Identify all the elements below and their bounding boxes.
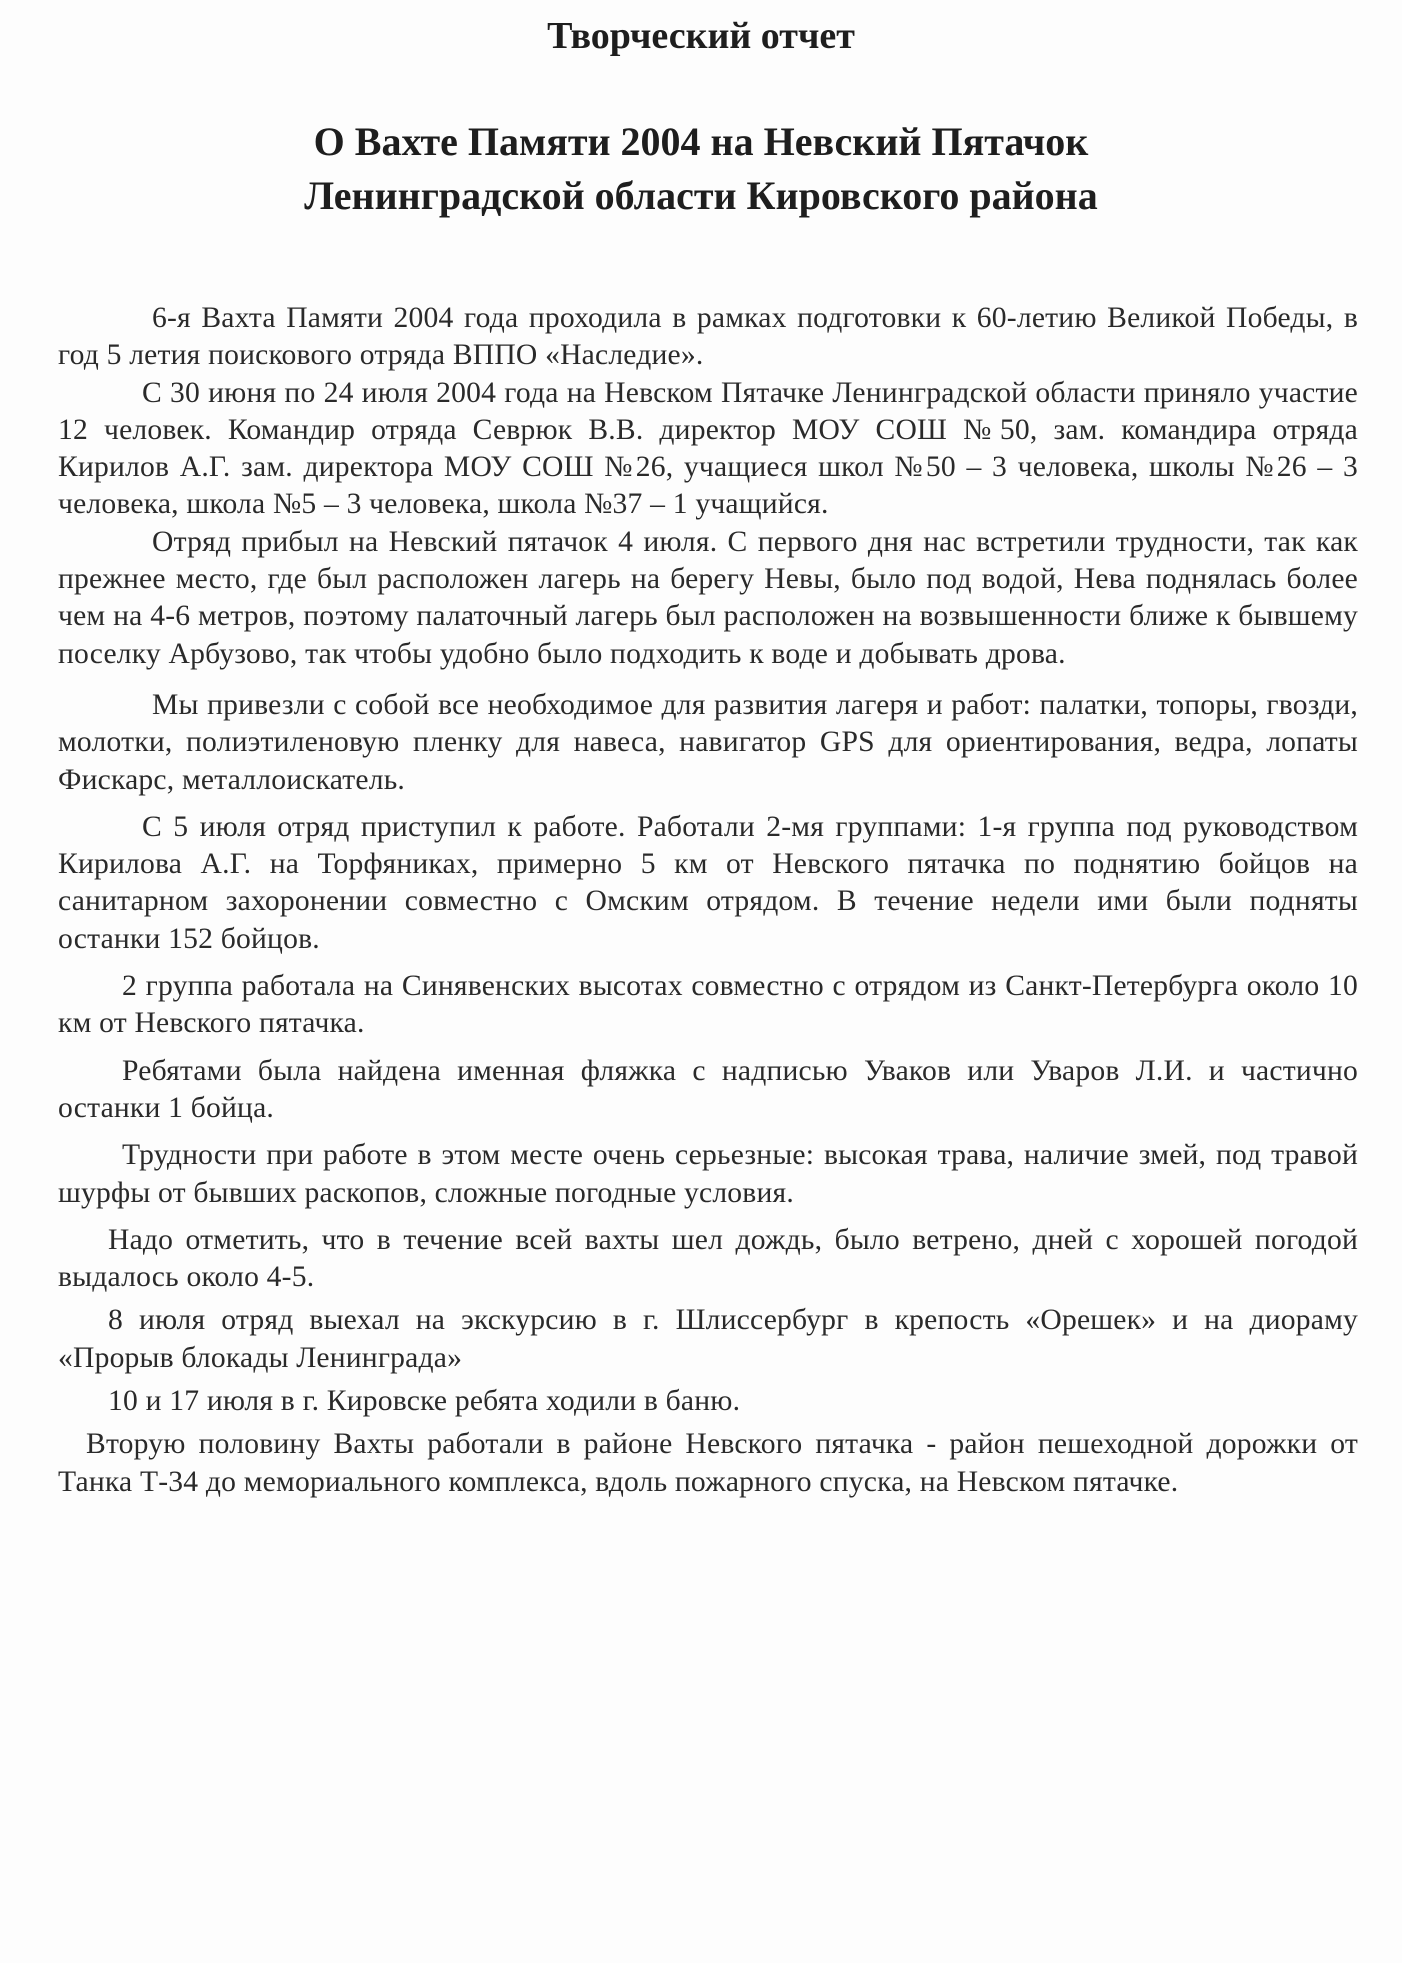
report-title: Творческий отчет (547, 15, 855, 57)
report-subtitle-line-1: О Вахте Памяти 2004 на Невский Пятачок (313, 119, 1089, 164)
paragraph-equipment: Мы привезли с собой все необходимое для развития лагеря и работ: палатки, топоры, гвозди, молотки, полиэтиленовую пленку для навеса, навигатор GPS для ориентирования, ведра, лопаты Фискарс, металлоискатель. (58, 688, 1358, 796)
report-subtitle-line-2: Ленинградской области Кировского района (304, 173, 1098, 218)
report-subtitle (0, 115, 1402, 223)
paragraph-second-half: Вторую половину Вахты работали в районе Невского пятачка - район пешеходной дорожки от Танка Т-34 до мемориального комплекса, вдоль пожарного спуска, на Невском пятачке. (58, 1428, 1358, 1498)
paragraph-work-groups: С 5 июля отряд приступил к работе. Работали 2-мя группами: 1-я группа под руководством Кирилова А.Г. на Торфяниках, примерно 5 км от Невского пятачка по поднятию бойцов на санитарном захоронении совместно с Омским отрядом. В течение недели ими были подняты останки 152 бойцов. (58, 810, 1358, 955)
paragraph-difficulties: Трудности при работе в этом месте очень серьезные: высокая трава, наличие змей, под травой шурфы от бывших раскопов, сложные погодные условия. (58, 1139, 1358, 1209)
paragraph-weather: Надо отметить, что в течение всей вахты шел дождь, было ветрено, дней с хорошей погодой выдалось около 4-5. (58, 1223, 1358, 1294)
paragraph-participants: С 30 июня по 24 июля 2004 года на Невском Пятачке Ленинградской области приняло участие 12 человек. Командир отряда Севрюк В.В. директор МОУ СОШ №50, зам. командира отряда Кирилов А.Г. зам. директора МОУ СОШ №26, учащиеся школ №50 – 3 человека, школы №26 – 3 человека, школа №5 – 3 человека, школа №37 – 1 учащийся. (58, 376, 1358, 521)
report-body (58, 300, 1358, 1501)
paragraph-arrival: Отряд прибыл на Невский пятачок 4 июля. С первого дня нас встретили трудности, так как прежнее место, где был расположен лагерь на берегу Невы, было под водой, Нева поднялась более чем на 4-6 метров, поэтому палаточный лагерь был расположен на возвышенности ближе к бывшему поселку Арбузово, так чтобы удобно было подходить к воде и добывать дрова. (58, 525, 1358, 670)
paragraph-bathhouse: 10 и 17 июля в г. Кировске ребята ходили в баню. (108, 1385, 741, 1418)
paragraph-second-group: 2 группа работала на Синявенских высотах совместно с отрядом из Санкт-Петербурга около 10 км от Невского пятачка. (58, 970, 1358, 1040)
paragraph-intro: 6-я Вахта Памяти 2004 года проходила в рамках подготовки к 60-летию Великой Победы, в год 5 летия поискового отряда ВППО «Наследие». (58, 302, 1358, 372)
paragraph-excursion: 8 июля отряд выехал на экскурсию в г. Шлиссербург в крепость «Орешек» и на диораму «Прорыв блокады Ленинграда» (58, 1304, 1358, 1374)
paragraph-flask-find: Ребятами была найдена именная фляжка с надписью Уваков или Уваров Л.И. и частично останки 1 бойца. (58, 1054, 1358, 1124)
